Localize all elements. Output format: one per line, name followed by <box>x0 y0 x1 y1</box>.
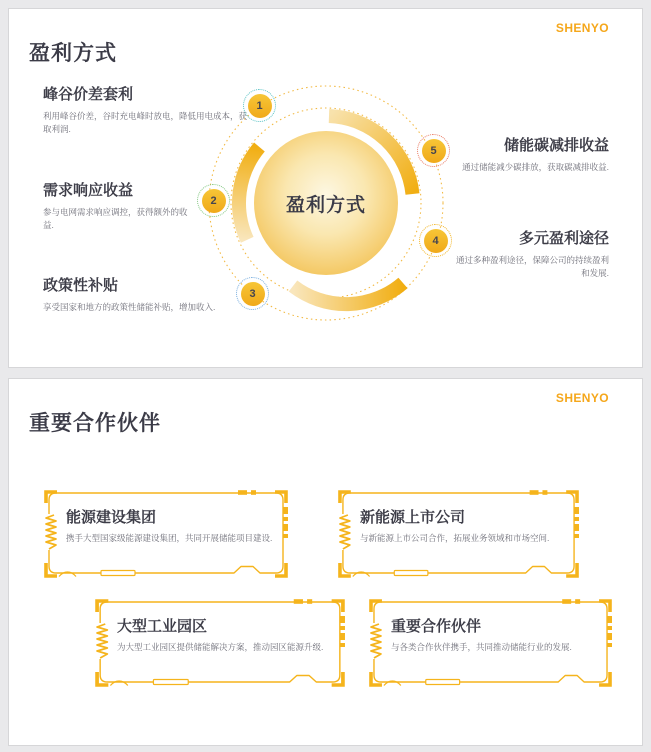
profit-item-5-desc: 通过储能减少碳排放，获取碳减排收益. <box>462 162 609 172</box>
profit-item-2-title: 需求响应收益 <box>43 182 134 199</box>
profit-item-1-title: 峰谷价差套利 <box>43 86 134 103</box>
badge-4 <box>419 224 452 257</box>
profit-item-4-desc: 通过多种盈利途径，保障公司的持续盈利和发展. <box>455 255 609 279</box>
slide-profit-methods[interactable] <box>8 8 643 368</box>
partner-card-3-title: 大型工业园区 <box>117 618 208 635</box>
profit-item-4-title: 多元盈利途径 <box>518 230 609 247</box>
profit-item-3-title: 政策性补贴 <box>43 277 119 294</box>
partner-card-2 <box>337 489 580 585</box>
profit-item-1 <box>43 83 251 136</box>
profit-item-3-desc: 享受国家和地方的政策性储能补贴，增加收入. <box>43 302 216 312</box>
profit-item-1-desc: 利用峰谷价差，谷时充电峰时放电，降低用电成本，获取利润. <box>43 111 248 135</box>
badge-2-number: 2 <box>202 189 226 213</box>
badge-4-number: 4 <box>424 229 448 253</box>
profit-item-5-title: 储能碳减排收益 <box>503 137 609 154</box>
badge-3-number: 3 <box>241 282 265 306</box>
badge-5-number: 5 <box>422 139 446 163</box>
diagram-center-label: 盈利方式 <box>285 194 366 216</box>
brand-logo: SHENYO <box>555 21 609 35</box>
profit-item-5 <box>429 134 609 174</box>
profit-item-2 <box>43 179 193 232</box>
page-title: 重要合作伙伴 <box>29 412 161 435</box>
partner-card-1 <box>43 489 289 585</box>
arc-bottom <box>293 283 403 304</box>
partner-card-3-desc: 为大型工业园区提供储能解决方案，推动园区能源升级. <box>117 642 324 652</box>
partner-card-3 <box>94 598 346 694</box>
page-title: 盈利方式 <box>29 42 117 65</box>
partner-card-4 <box>368 598 613 694</box>
partner-card-2-title: 新能源上市公司 <box>360 509 466 526</box>
profit-item-3 <box>43 274 248 314</box>
profit-item-2-desc: 参与电网需求响应调控，获得额外的收益. <box>43 207 188 231</box>
slide-key-partners[interactable] <box>8 378 643 746</box>
partner-card-1-title: 能源建设集团 <box>66 509 157 526</box>
badge-2 <box>197 184 230 217</box>
profit-item-4 <box>451 227 609 280</box>
badge-1-number: 1 <box>248 94 272 118</box>
partner-card-4-desc: 与各类合作伙伴携手，共同推动储能行业的发展. <box>391 642 572 652</box>
brand-logo: SHENYO <box>555 391 609 405</box>
partner-card-4-title: 重要合作伙伴 <box>391 618 482 635</box>
partner-card-2-desc: 与新能源上市公司合作，拓展业务领域和市场空间. <box>360 533 550 543</box>
partner-card-1-desc: 携手大型国家级能源建设集团，共同开展储能项目建设. <box>66 533 273 543</box>
